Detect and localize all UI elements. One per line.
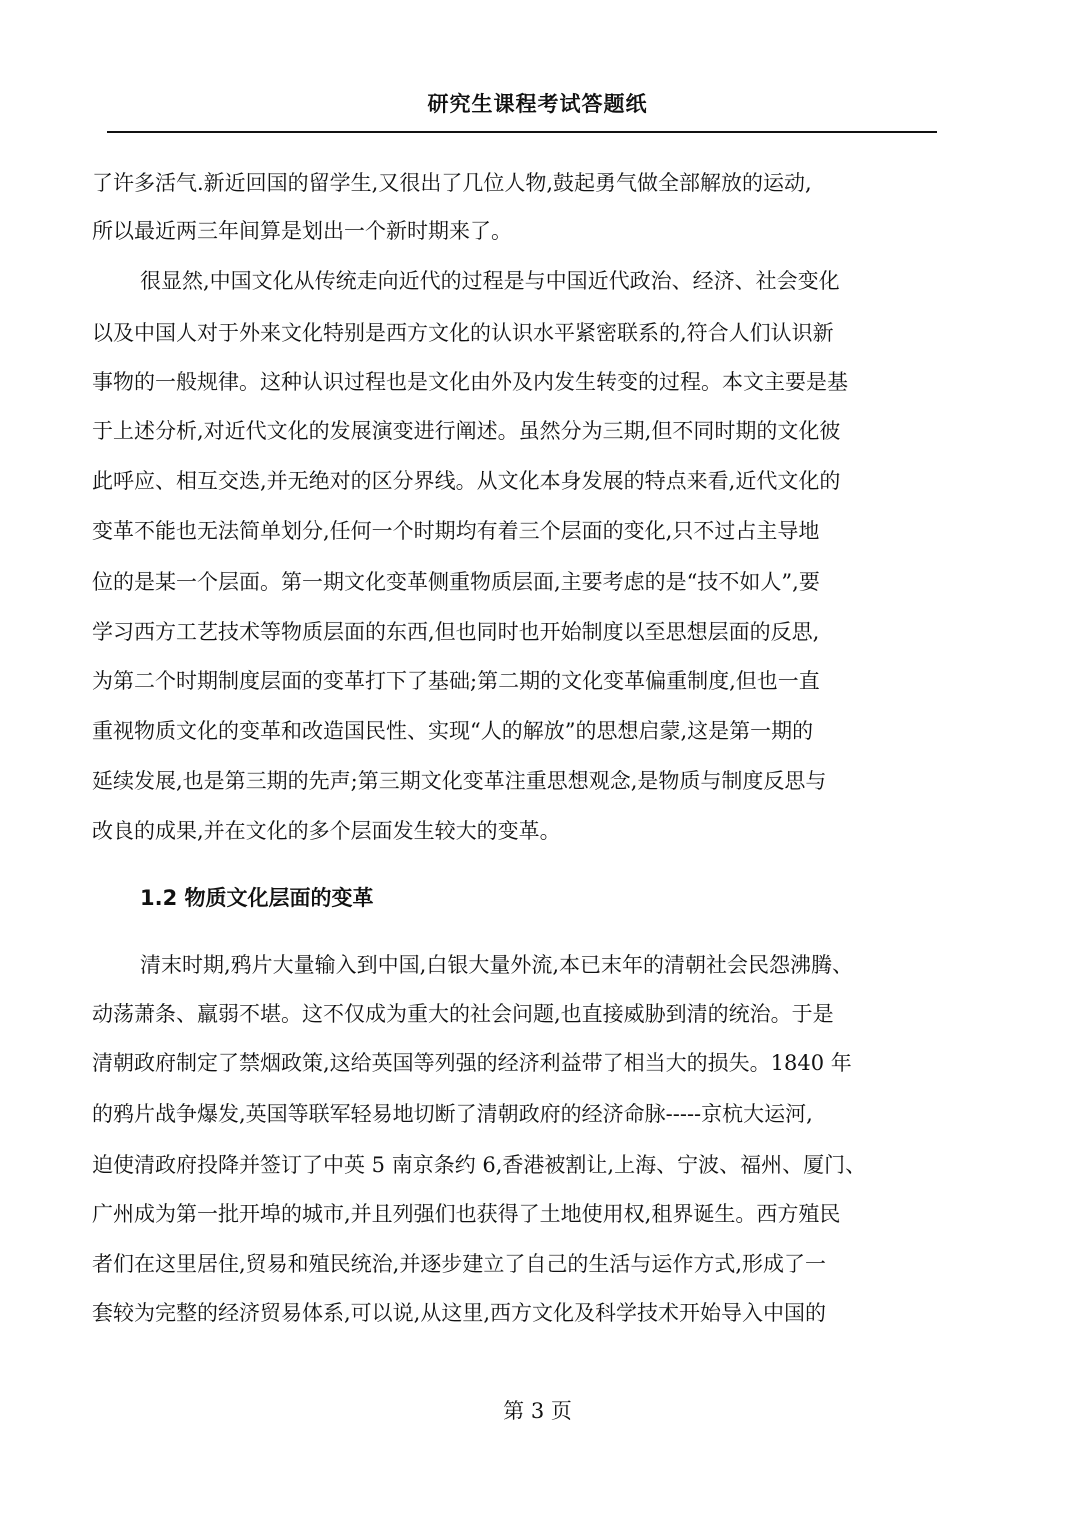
header-divider: [107, 131, 937, 133]
paragraph-line: 以及中国人对于外来文化特别是西方文化的认识水平紧密联系的,符合人们认识新: [92, 321, 834, 345]
paragraph-line: 清朝政府制定了禁烟政策,这给英国等列强的经济利益带了相当大的损失。1840 年: [92, 1051, 852, 1075]
paragraph-line: 所以最近两三年间算是划出一个新时期来了。: [92, 219, 512, 243]
page-number: 第 3 页: [503, 1399, 572, 1423]
paragraph-line: 者们在这里居住,贸易和殖民统治,并逐步建立了自己的生活与运作方式,形成了一: [92, 1252, 827, 1276]
paragraph-line: 于上述分析,对近代文化的发展演变进行阐述。虽然分为三期,但不同时期的文化彼: [92, 419, 841, 443]
paragraph-line: 广州成为第一批开埠的城市,并且列强们也获得了土地使用权,租界诞生。西方殖民: [92, 1202, 841, 1226]
section-heading: 1.2 物质文化层面的变革: [140, 886, 374, 910]
paragraph-line: 重视物质文化的变革和改造国民性、实现“人的解放”的思想启蒙,这是第一期的: [92, 719, 814, 743]
paragraph-line: 位的是某一个层面。第一期文化变革侧重物质层面,主要考虑的是“技不如人”,要: [92, 570, 820, 594]
paragraph-line: 为第二个时期制度层面的变革打下了基础;第二期的文化变革偏重制度,但也一直: [92, 669, 820, 693]
paragraph-line: 此呼应、相互交迭,并无绝对的区分界线。从文化本身发展的特点来看,近代文化的: [92, 469, 841, 493]
page-header-title: 研究生课程考试答题纸: [427, 92, 648, 116]
paragraph-line: 改良的成果,并在文化的多个层面发生较大的变革。: [92, 819, 561, 843]
paragraph-line: 动荡萧条、羸弱不堪。这不仅成为重大的社会问题,也直接威胁到清的统治。于是: [92, 1002, 834, 1026]
paragraph-line: 很显然,中国文化从传统走向近代的过程是与中国近代政治、经济、社会变化: [140, 269, 840, 293]
paragraph-line: 事物的一般规律。这种认识过程也是文化由外及内发生转变的过程。本文主要是基: [92, 370, 848, 394]
paragraph-line: 了许多活气.新近回国的留学生,又很出了几位人物,鼓起勇气做全部解放的运动,: [92, 171, 812, 195]
paragraph-line: 变革不能也无法简单划分,任何一个时期均有着三个层面的变化,只不过占主导地: [92, 519, 820, 543]
paragraph-line: 延续发展,也是第三期的先声;第三期文化变革注重思想观念,是物质与制度反思与: [92, 769, 827, 793]
paragraph-line: 迫使清政府投降并签订了中英 5 南京条约 6,香港被割让,上海、宁波、福州、厦门、: [92, 1153, 867, 1177]
paragraph-line: 的鸦片战争爆发,英国等联军轻易地切断了清朝政府的经济命脉-----京杭大运河,: [92, 1102, 813, 1126]
paragraph-line: 清末时期,鸦片大量输入到中国,白银大量外流,本已末年的清朝社会民怨沸腾、: [140, 953, 854, 977]
paragraph-line: 学习西方工艺技术等物质层面的东西,但也同时也开始制度以至思想层面的反思,: [92, 620, 820, 644]
paragraph-line: 套较为完整的经济贸易体系,可以说,从这里,西方文化及科学技术开始导入中国的: [92, 1301, 827, 1325]
